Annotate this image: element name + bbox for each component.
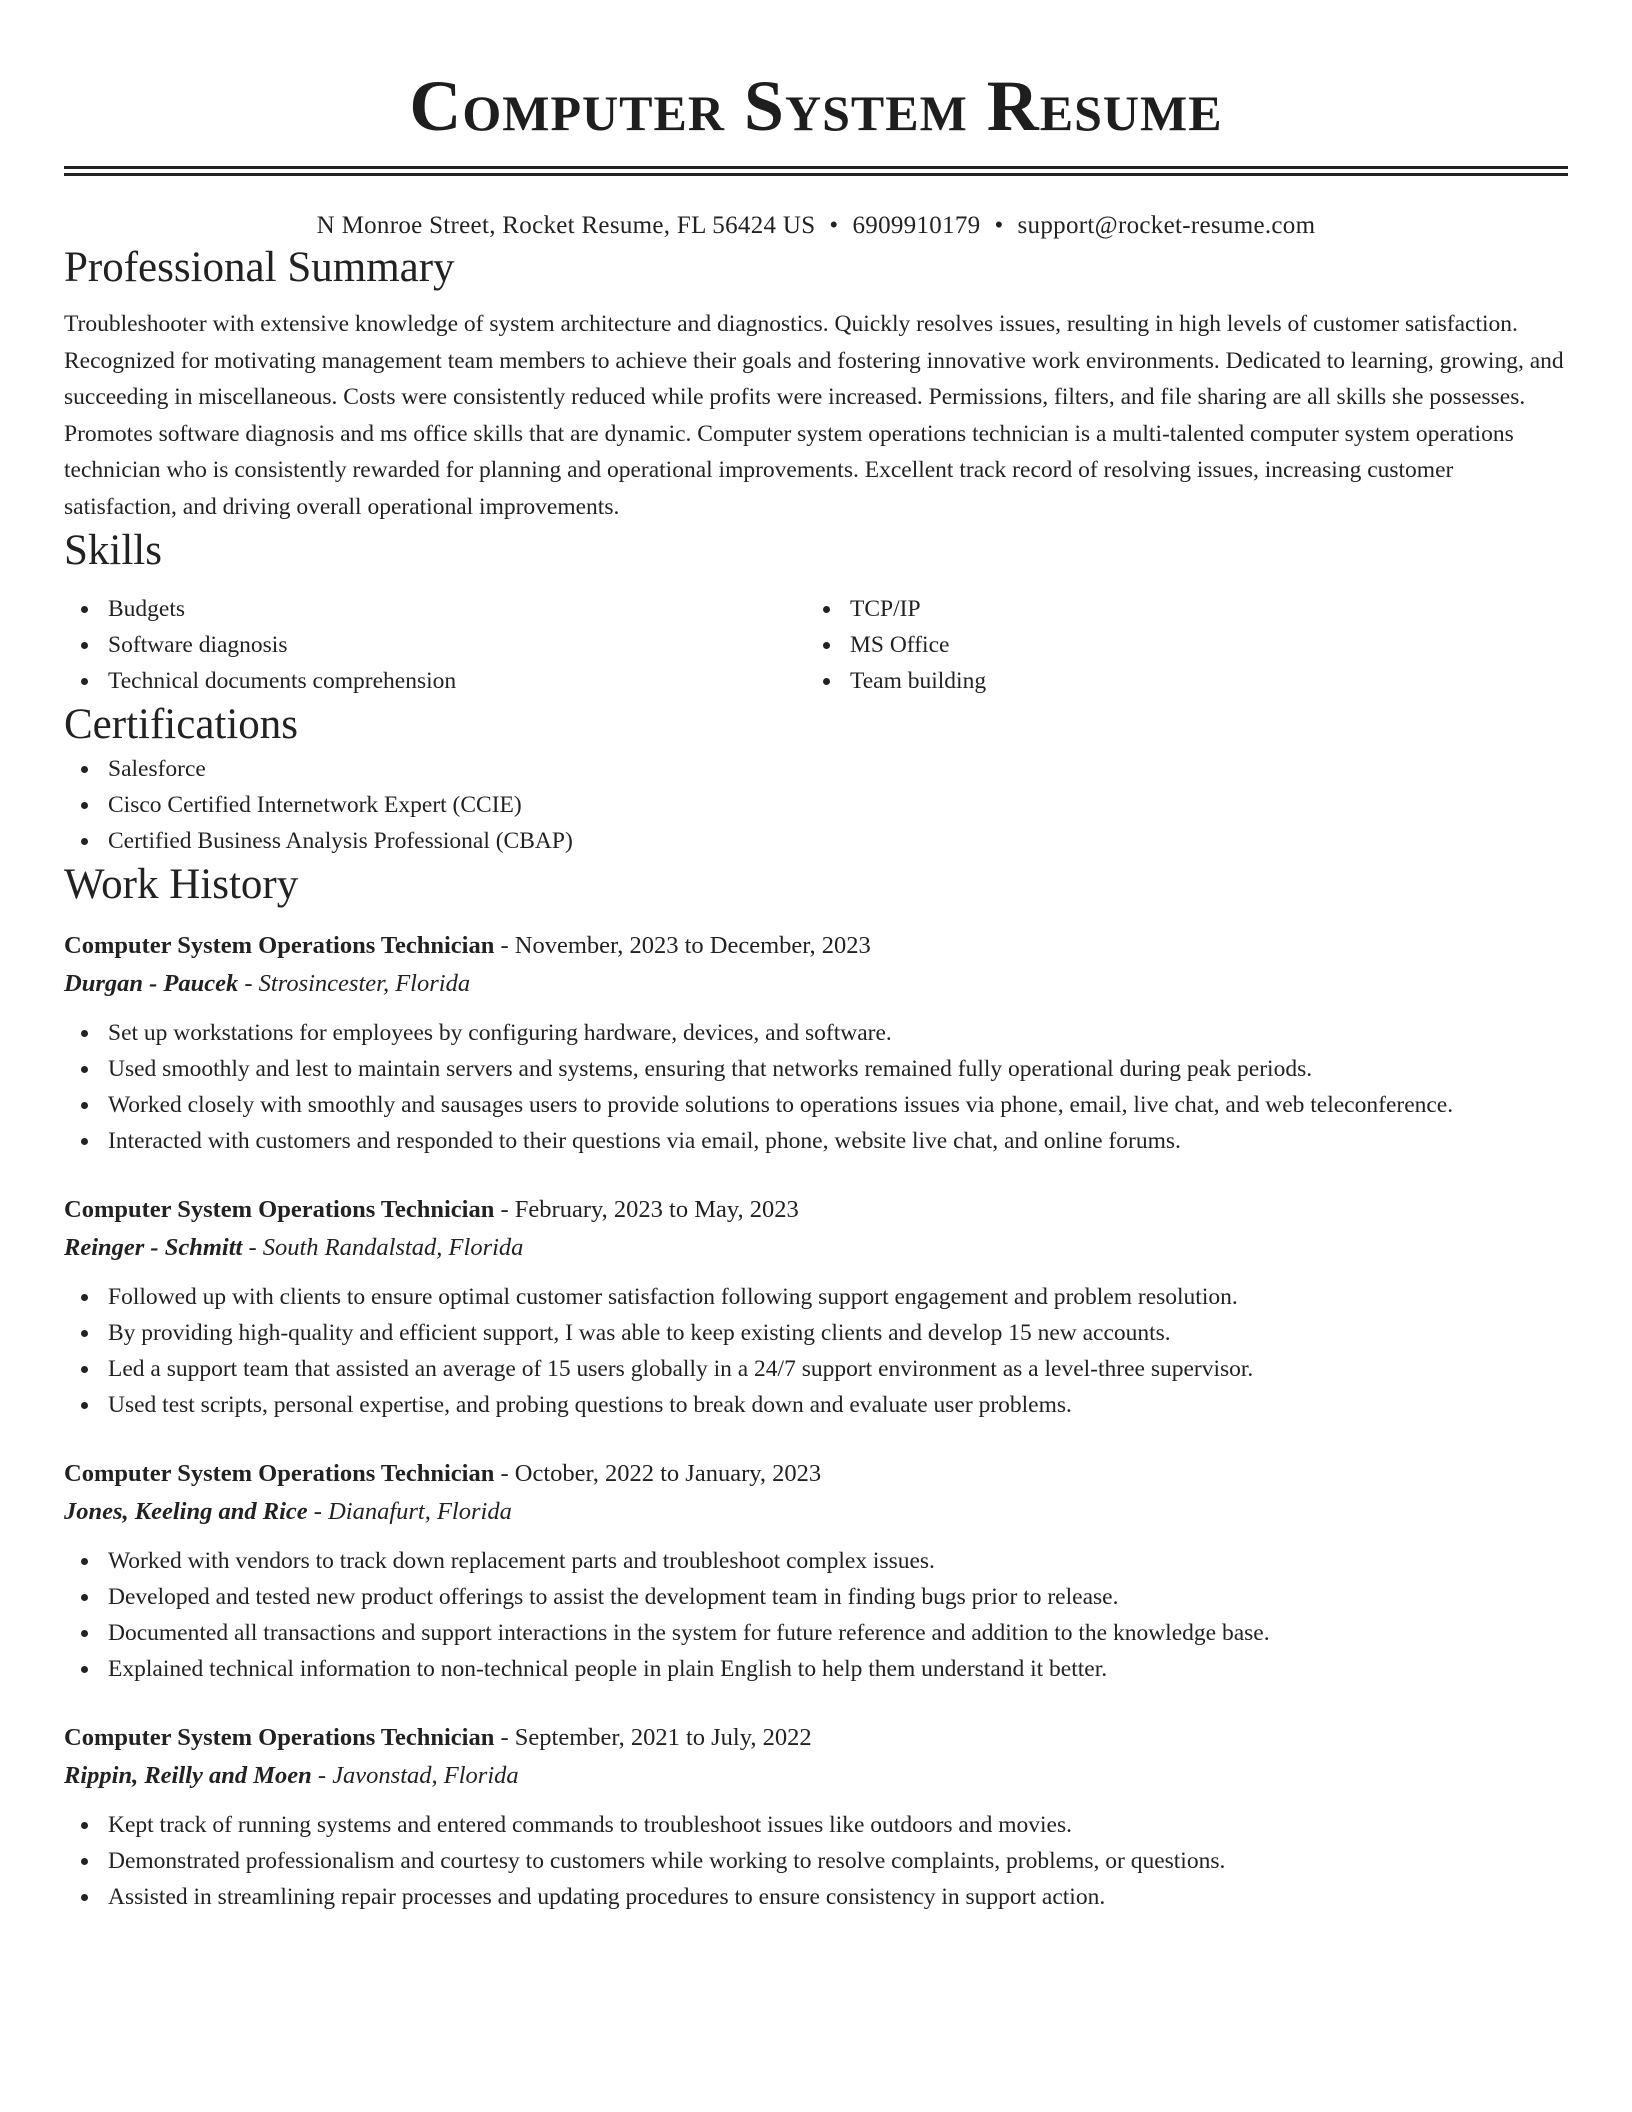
job-duty-item: Documented all transactions and support interactions in the system for future reference and addition to the knowledge base.	[64, 1615, 1568, 1651]
skills-heading: Skills	[64, 527, 162, 574]
job-title-line	[64, 1455, 1568, 1493]
company-line	[64, 1493, 1568, 1531]
job-duty-item: Used test scripts, personal expertise, and probing questions to break down and evaluate user problems.	[64, 1387, 1568, 1423]
skill-item: TCP/IP	[806, 591, 1548, 627]
job-dates: October, 2022 to January, 2023	[514, 1460, 822, 1487]
company-location: Javonstad, Florida	[332, 1762, 519, 1789]
dash-separator: -	[494, 1196, 515, 1223]
skill-item: Budgets	[64, 591, 806, 627]
skills-column-right	[806, 591, 1548, 699]
resume-title: Computer System Resume	[409, 66, 1223, 146]
summary-text: Troubleshooter with extensive knowledge of system architecture and diagnostics. Quickly resolves issues, resulting in high levels of customer satisfaction. Recognized for motivating management team members to achieve their goals and fostering innovative work environments. Dedicated to learning, growing, and succeeding in miscellaneous. Costs were consistently reduced while profits were increased. Permissions, filters, and file sharing are all skills she possesses. Promotes software diagnosis and ms office skills that are dynamic. Computer system operations technician is a multi-talented computer system operations technician who is consistently rewarded for planning and operational improvements. Excellent track record of resolving issues, increasing customer satisfaction, and driving overall operational improvements.	[64, 311, 1564, 520]
job-entry	[64, 927, 1568, 1159]
contact-phone: 6909910179	[852, 212, 981, 239]
dash-separator: -	[494, 932, 515, 959]
skill-item: Software diagnosis	[64, 627, 806, 663]
job-duties-list	[64, 1279, 1568, 1423]
company-line	[64, 1229, 1568, 1267]
contact-address: N Monroe Street, Rocket Resume, FL 56424 US	[316, 212, 816, 239]
contact-email: support@rocket-resume.com	[1017, 212, 1316, 239]
job-duty-item: Demonstrated professionalism and courtesy to customers while working to resolve complaints, problems, or questions.	[64, 1843, 1568, 1879]
resume-page	[64, 0, 1568, 1915]
skills-list-right	[806, 591, 1548, 699]
job-dates: February, 2023 to May, 2023	[514, 1196, 799, 1223]
job-entry	[64, 1191, 1568, 1423]
skills-list-left	[64, 591, 806, 699]
certification-item: Certified Business Analysis Professional (CBAP)	[64, 823, 1568, 859]
job-duty-item: Set up workstations for employees by configuring hardware, devices, and software.	[64, 1015, 1568, 1051]
company-name: Reinger - Schmitt	[64, 1234, 243, 1261]
job-duty-item: Developed and tested new product offerings to assist the development team in finding bugs prior to release.	[64, 1579, 1568, 1615]
dash-separator: -	[307, 1498, 329, 1525]
dash-separator: -	[238, 970, 259, 997]
job-entry	[64, 1455, 1568, 1687]
job-duty-item: Interacted with customers and responded to their questions via email, phone, website live chat, and online forums.	[64, 1123, 1568, 1159]
certifications-heading: Certifications	[64, 701, 299, 748]
company-line	[64, 965, 1568, 1003]
work-history-heading: Work History	[64, 861, 299, 908]
certifications-list	[64, 751, 1568, 859]
dash-separator: -	[311, 1762, 333, 1789]
job-duty-item: Worked with vendors to track down replacement parts and troubleshoot complex issues.	[64, 1543, 1568, 1579]
job-duty-item: Used smoothly and lest to maintain servers and systems, ensuring that networks remained fully operational during peak periods.	[64, 1051, 1568, 1087]
job-duties-list	[64, 1015, 1568, 1159]
contact-separator: •	[994, 212, 1004, 239]
company-name: Rippin, Reilly and Moen	[64, 1762, 312, 1789]
skills-column-left	[64, 591, 806, 699]
company-location: Strosincester, Florida	[258, 970, 471, 997]
company-name: Jones, Keeling and Rice	[64, 1498, 308, 1525]
job-duty-item: Explained technical information to non-technical people in plain English to help them understand it better.	[64, 1651, 1568, 1687]
contact-line	[64, 210, 1568, 242]
job-title: Computer System Operations Technician	[64, 1196, 495, 1223]
job-title-line	[64, 927, 1568, 965]
certification-item: Salesforce	[64, 751, 1568, 787]
company-name: Durgan - Paucek	[64, 970, 239, 997]
job-dates: November, 2023 to December, 2023	[514, 932, 871, 959]
job-dates: September, 2021 to July, 2022	[514, 1724, 812, 1751]
job-duty-item: Assisted in streamlining repair processes and updating procedures to ensure consistency in support action.	[64, 1879, 1568, 1915]
company-location: Dianafurt, Florida	[328, 1498, 512, 1525]
job-duties-list	[64, 1807, 1568, 1915]
dash-separator: -	[494, 1460, 515, 1487]
skill-item: Technical documents comprehension	[64, 663, 806, 699]
dash-separator: -	[494, 1724, 515, 1751]
dash-separator: -	[242, 1234, 263, 1261]
job-title: Computer System Operations Technician	[64, 932, 495, 959]
job-duty-item: Kept track of running systems and entered commands to troubleshoot issues like outdoors and movies.	[64, 1807, 1568, 1843]
job-duty-item: By providing high-quality and efficient support, I was able to keep existing clients and develop 15 new accounts.	[64, 1315, 1568, 1351]
summary-heading: Professional Summary	[64, 244, 455, 291]
skill-item: Team building	[806, 663, 1548, 699]
job-entry	[64, 1719, 1568, 1915]
skills-grid	[64, 591, 1568, 699]
job-duty-item: Led a support team that assisted an average of 15 users globally in a 24/7 support environment as a level-three supervisor.	[64, 1351, 1568, 1387]
certification-item: Cisco Certified Internetwork Expert (CCIE)	[64, 787, 1568, 823]
job-title-line	[64, 1719, 1568, 1757]
contact-separator: •	[829, 212, 839, 239]
title-double-rule	[64, 166, 1568, 176]
skill-item: MS Office	[806, 627, 1548, 663]
company-line	[64, 1757, 1568, 1795]
job-duties-list	[64, 1543, 1568, 1687]
job-duty-item: Worked closely with smoothly and sausages users to provide solutions to operations issues via phone, email, live chat, and web teleconference.	[64, 1087, 1568, 1123]
job-title: Computer System Operations Technician	[64, 1724, 495, 1751]
job-duty-item: Followed up with clients to ensure optimal customer satisfaction following support engagement and problem resolution.	[64, 1279, 1568, 1315]
company-location: South Randalstad, Florida	[262, 1234, 524, 1261]
job-title: Computer System Operations Technician	[64, 1460, 495, 1487]
job-title-line	[64, 1191, 1568, 1229]
